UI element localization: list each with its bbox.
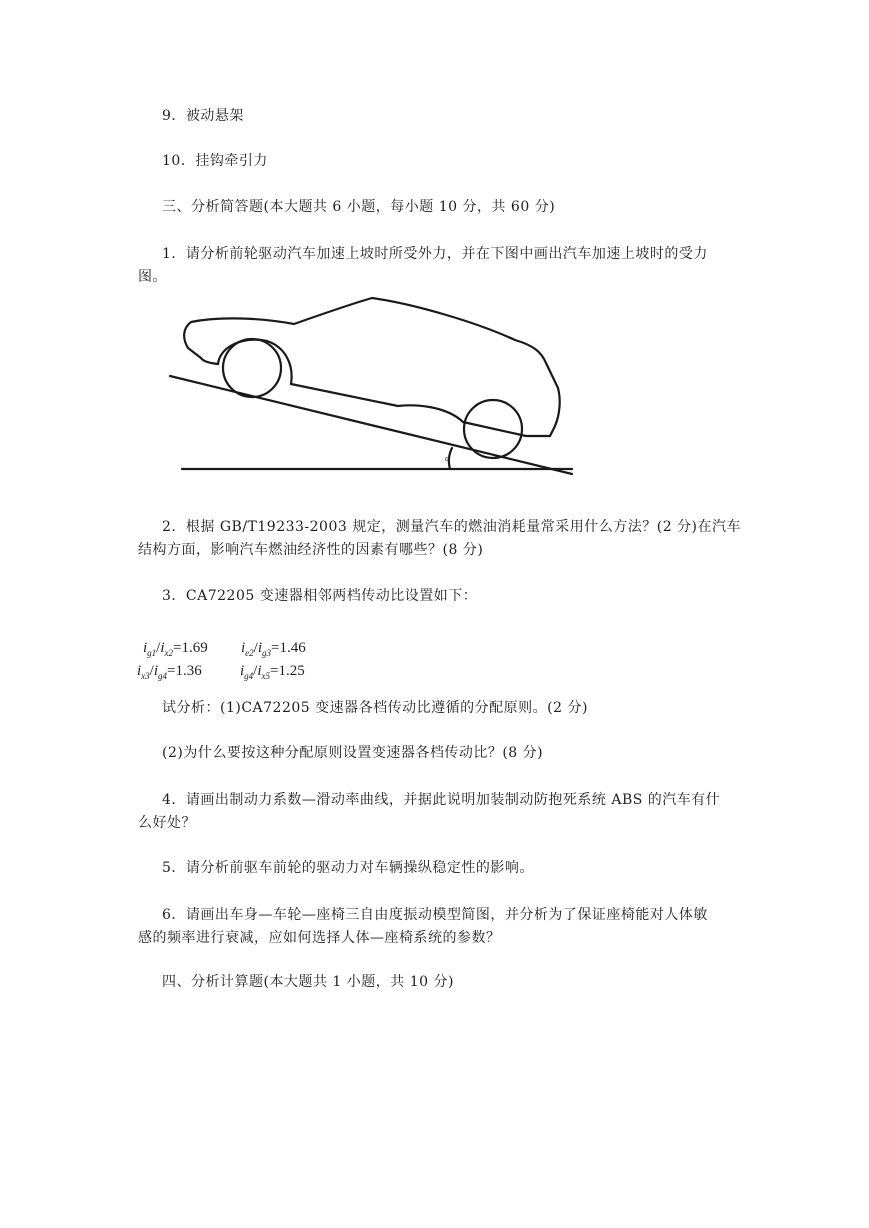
question-3-line-1: 3．CA72205 变速器相邻两档传动比设置如下：	[162, 588, 478, 604]
question-6-line-2: 感的频率进行衰减，应如何选择人体—座椅系统的参数？	[138, 930, 501, 946]
question-1-line-1: 1．请分析前轮驱动汽车加速上坡时所受外力，并在下图中画出汽车加速上坡时的受力	[162, 246, 708, 262]
question-4-line-2: 么好处？	[138, 815, 196, 831]
question-4-line-1: 4．请画出制动力系数—滑动率曲线，并据此说明加装制动防抱死系统 ABS 的汽车有什	[162, 792, 721, 808]
question-1-line-2: 图。	[138, 269, 167, 285]
slope-line	[170, 376, 572, 474]
question-2-line-1: 2．根据 GB/T19233-2003 规定，测量汽车的燃油消耗量常采用什么方法？(2 分)在汽车	[162, 519, 742, 535]
ratio-formula-4: $i_{g4}/i_{x5}=1.25$	[240, 663, 305, 681]
ratio-formula-1: $i_{g1}/i_{x2}=1.69$	[143, 640, 208, 658]
angle-arc	[449, 448, 452, 469]
section-4-heading: 四、分析计算题(本大题共 1 小题，共 10 分)	[162, 974, 454, 990]
question-3-sub-2: (2)为什么要按这种分配原则设置变速器各档传动比？(8 分)	[162, 745, 544, 761]
question-3-sub-1: 试分析：(1)CA72205 变速器各档传动比遵循的分配原则。(2 分)	[162, 700, 588, 716]
angle-label: α	[445, 454, 450, 463]
car-body	[184, 298, 560, 436]
ratio-formula-2: $i_{e2}/i_{g3}=1.46$	[241, 640, 306, 658]
ratio-formula-3: $i_{x3}/i_{g4}=1.36$	[137, 663, 202, 681]
definition-10: 10．挂钩牵引力	[162, 153, 268, 169]
question-2-line-2: 结构方面，影响汽车燃油经济性的因素有哪些？(8 分)	[138, 542, 484, 558]
definition-9: 9．被动悬架	[162, 108, 244, 124]
rocker-line	[291, 384, 463, 422]
question-5-line-1: 5．请分析前驱车前轮的驱动力对车辆操纵稳定性的影响。	[162, 860, 534, 876]
section-3-heading: 三、分析简答题(本大题共 6 小题，每小题 10 分，共 60 分)	[162, 199, 556, 215]
rear-wheel	[223, 339, 281, 397]
question-6-line-1: 6．请画出车身—车轮—座椅三自由度振动模型简图，并分析为了保证座椅能对人体敏	[162, 907, 708, 923]
car-on-slope-illustration	[166, 288, 578, 480]
